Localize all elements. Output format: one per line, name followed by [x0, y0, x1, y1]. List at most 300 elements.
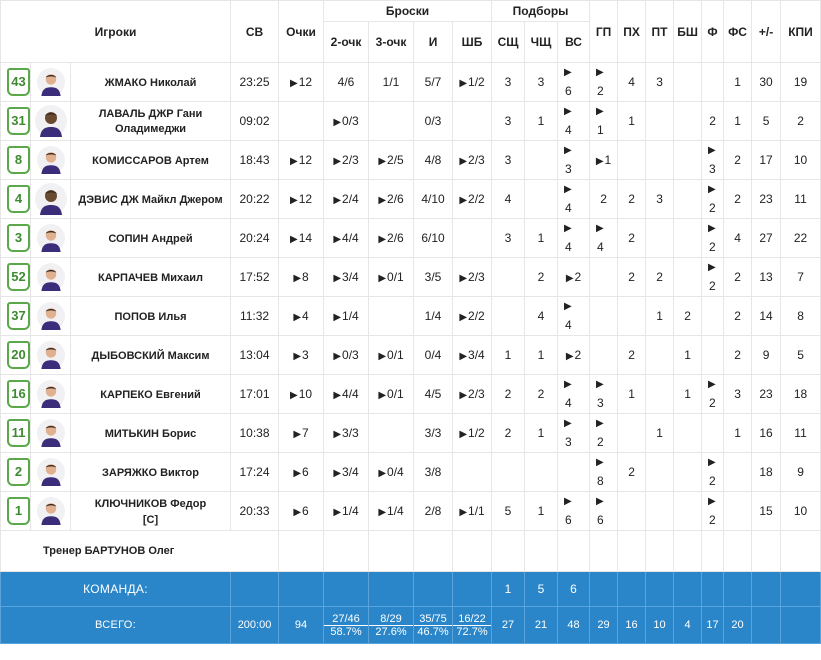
play-marker-icon[interactable]: ▶	[333, 507, 342, 518]
play-marker-icon[interactable]: ▶	[595, 156, 604, 167]
coach-name[interactable]: Тренер БАРТУНОВ Олег	[1, 531, 279, 572]
stat-two[interactable]: ▶3/3	[324, 414, 369, 453]
player-name[interactable]: ЗАРЯЖКО Виктор	[102, 466, 199, 479]
stat-pts[interactable]: ▶12	[279, 180, 324, 219]
stat-reb[interactable]: ▶ 3	[558, 414, 590, 453]
stat-stl	[646, 141, 674, 180]
player-photo	[37, 263, 65, 291]
stat-eff: 7	[781, 258, 821, 297]
stat-min: 18:43	[231, 141, 279, 180]
player-name[interactable]: КОМИССАРОВ Артем	[92, 154, 209, 167]
stat-three[interactable]: ▶0/4	[369, 453, 414, 492]
total-tov: 16	[618, 607, 646, 644]
stat-tov: 2	[618, 258, 646, 297]
stat-reb[interactable]: ▶ 4	[558, 219, 590, 258]
stat-three[interactable]: ▶2/6	[369, 180, 414, 219]
player-name-cell[interactable]	[71, 453, 231, 492]
stat-pf	[702, 297, 724, 336]
stat-ast[interactable]: ▶ 3	[590, 375, 618, 414]
photo-cell	[31, 102, 71, 141]
play-marker-icon[interactable]: ▶	[289, 156, 298, 167]
stat-fg: 3/5	[414, 258, 453, 297]
player-name-cell[interactable]	[71, 102, 231, 141]
stat-tov	[618, 297, 646, 336]
header-ft[interactable]: ШБ	[453, 22, 492, 63]
stat-two[interactable]: ▶3/4	[324, 258, 369, 297]
stat-ft[interactable]: ▶1/2	[453, 63, 492, 102]
play-marker-icon[interactable]: ▶	[708, 457, 716, 468]
play-marker-icon[interactable]: ▶	[459, 351, 468, 362]
stat-fd: 2	[724, 297, 752, 336]
stat-reb[interactable]: ▶ 4	[558, 180, 590, 219]
stat-pm: 14	[752, 297, 781, 336]
play-marker-icon[interactable]: ▶	[289, 390, 298, 401]
stat-pts[interactable]: ▶8	[279, 258, 324, 297]
play-marker-icon[interactable]: ▶	[293, 273, 302, 284]
photo-cell	[31, 180, 71, 219]
stat-two[interactable]: ▶2/4	[324, 180, 369, 219]
stat-fg: 3/8	[414, 453, 453, 492]
player-name[interactable]: МИТЬКИН Борис	[104, 427, 197, 440]
stat-blk	[674, 492, 702, 531]
play-marker-icon[interactable]: ▶	[333, 234, 342, 245]
stat-dreb: 1	[525, 414, 558, 453]
stat-pts[interactable]: ▶4	[279, 297, 324, 336]
stat-ft[interactable]: ▶2/3	[453, 258, 492, 297]
play-marker-icon[interactable]: ▶	[378, 234, 387, 245]
stat-ast[interactable]: ▶1	[590, 141, 618, 180]
stat-oreb: 4	[492, 180, 525, 219]
stat-ft[interactable]: ▶2/3	[453, 375, 492, 414]
player-photo	[37, 146, 65, 174]
play-marker-icon[interactable]: ▶	[459, 312, 468, 323]
stat-two[interactable]: ▶4/4	[324, 375, 369, 414]
stat-two[interactable]: ▶1/4	[324, 297, 369, 336]
stat-fd: 2	[724, 336, 752, 375]
play-marker-icon[interactable]: ▶	[289, 195, 298, 206]
stat-oreb: 3	[492, 141, 525, 180]
stat-three[interactable]: ▶2/6	[369, 219, 414, 258]
play-marker-icon[interactable]: ▶	[459, 390, 468, 401]
stat-ft[interactable]: ▶3/4	[453, 336, 492, 375]
total-eff	[781, 607, 821, 644]
play-marker-icon[interactable]: ▶	[708, 262, 716, 273]
stat-blk	[674, 102, 702, 141]
play-marker-icon[interactable]: ▶	[333, 390, 342, 401]
jersey-number: 31	[7, 107, 30, 135]
play-marker-icon[interactable]: ▶	[596, 106, 604, 117]
stat-reb[interactable]: ▶ 6	[558, 492, 590, 531]
stat-ft[interactable]: ▶2/2	[453, 180, 492, 219]
player-photo	[37, 341, 65, 369]
header-min[interactable]: СВ	[231, 1, 279, 63]
jersey-cell	[1, 102, 31, 141]
stat-pts[interactable]: ▶14	[279, 219, 324, 258]
header-oreb[interactable]: СЩ	[492, 22, 525, 63]
stat-fd: 1	[724, 63, 752, 102]
stat-min: 11:32	[231, 297, 279, 336]
header-shots-group: Броски	[324, 1, 492, 22]
play-marker-icon[interactable]: ▶	[564, 223, 572, 234]
stat-reb[interactable]: ▶ 4	[558, 375, 590, 414]
stat-pf: 2	[702, 102, 724, 141]
play-marker-icon[interactable]: ▶	[293, 351, 302, 362]
play-marker-icon[interactable]: ▶	[333, 351, 342, 362]
play-marker-icon[interactable]: ▶	[459, 156, 468, 167]
play-marker-icon[interactable]: ▶	[459, 429, 468, 440]
stat-two[interactable]: ▶4/4	[324, 219, 369, 258]
play-marker-icon[interactable]: ▶	[564, 184, 572, 195]
stat-stl	[646, 453, 674, 492]
photo-cell	[31, 336, 71, 375]
jersey-cell	[1, 375, 31, 414]
stat-pf[interactable]: ▶ 2	[702, 453, 724, 492]
stat-blk	[674, 63, 702, 102]
stat-pts[interactable]: ▶6	[279, 453, 324, 492]
player-row[interactable]	[1, 219, 821, 258]
stat-pf[interactable]: ▶ 2	[702, 375, 724, 414]
play-marker-icon[interactable]: ▶	[564, 379, 572, 390]
player-name-cell[interactable]	[71, 375, 231, 414]
stat-two: 4/6	[324, 63, 369, 102]
stat-three[interactable]: ▶0/1	[369, 336, 414, 375]
stat-reb[interactable]: ▶2	[558, 336, 590, 375]
stat-ast	[590, 297, 618, 336]
stat-three[interactable]: ▶0/1	[369, 375, 414, 414]
stat-pts[interactable]: ▶10	[279, 375, 324, 414]
jersey-number: 37	[7, 302, 30, 330]
photo-cell	[31, 492, 71, 531]
stat-ft	[453, 102, 492, 141]
play-marker-icon[interactable]: ▶	[708, 223, 716, 234]
player-row[interactable]	[1, 492, 821, 531]
play-marker-icon[interactable]: ▶	[333, 117, 342, 128]
player-name-cell[interactable]	[71, 297, 231, 336]
play-marker-icon[interactable]: ▶	[378, 507, 387, 518]
stat-dreb: 2	[525, 375, 558, 414]
stat-min: 09:02	[231, 102, 279, 141]
player-row[interactable]	[1, 180, 821, 219]
play-marker-icon[interactable]: ▶	[378, 156, 387, 167]
play-marker-icon[interactable]: ▶	[596, 496, 604, 507]
play-marker-icon[interactable]: ▶	[459, 273, 468, 284]
header-eff[interactable]: КПИ	[781, 1, 821, 63]
stat-reb[interactable]: ▶2	[558, 258, 590, 297]
header-pf[interactable]: Ф	[702, 1, 724, 63]
jersey-number: 43	[7, 68, 30, 96]
stat-three: 1/1	[369, 63, 414, 102]
player-row[interactable]	[1, 102, 821, 141]
stat-oreb	[492, 258, 525, 297]
header-pts[interactable]: Очки	[279, 1, 324, 63]
stat-pts[interactable]: ▶3	[279, 336, 324, 375]
play-marker-icon[interactable]: ▶	[596, 418, 604, 429]
stat-eff: 5	[781, 336, 821, 375]
stat-stl	[646, 102, 674, 141]
stat-ast: 2	[590, 180, 618, 219]
jersey-cell	[1, 180, 31, 219]
header-dreb[interactable]: ЧЩ	[525, 22, 558, 63]
stat-blk: 2	[674, 297, 702, 336]
play-marker-icon[interactable]: ▶	[333, 156, 342, 167]
play-marker-icon[interactable]: ▶	[378, 390, 387, 401]
player-photo	[35, 183, 67, 215]
play-marker-icon[interactable]: ▶	[708, 496, 716, 507]
stat-two[interactable]: ▶3/4	[324, 453, 369, 492]
play-marker-icon[interactable]: ▶	[565, 273, 574, 284]
player-name[interactable]: ДЭВИС ДЖ Майкл Джером	[78, 193, 223, 206]
player-name-cell[interactable]	[71, 492, 231, 531]
stat-blk	[674, 219, 702, 258]
play-marker-icon[interactable]: ▶	[564, 106, 572, 117]
player-name-cell[interactable]	[71, 180, 231, 219]
play-marker-icon[interactable]: ▶	[293, 312, 302, 323]
team-reb: 6	[558, 572, 590, 607]
stat-ft	[453, 219, 492, 258]
stat-ft[interactable]: ▶2/2	[453, 297, 492, 336]
play-marker-icon[interactable]: ▶	[564, 67, 572, 78]
photo-cell	[31, 375, 71, 414]
header-stl[interactable]: ПТ	[646, 1, 674, 63]
stat-ft[interactable]: ▶1/1	[453, 492, 492, 531]
stat-fg: 4/10	[414, 180, 453, 219]
stat-tov: 2	[618, 180, 646, 219]
jersey-number: 20	[7, 341, 30, 369]
stat-min: 17:52	[231, 258, 279, 297]
player-row[interactable]	[1, 297, 821, 336]
play-marker-icon[interactable]: ▶	[564, 496, 572, 507]
player-photo	[37, 419, 65, 447]
stat-pts[interactable]: ▶6	[279, 492, 324, 531]
player-name-cell[interactable]	[71, 219, 231, 258]
player-name[interactable]: КАРПАЧЕВ Михаил	[98, 271, 203, 284]
play-marker-icon[interactable]: ▶	[564, 145, 572, 156]
player-row[interactable]	[1, 375, 821, 414]
player-name-cell[interactable]	[71, 414, 231, 453]
player-name[interactable]: ПОПОВ Илья	[114, 310, 187, 323]
header-pm[interactable]: +/-	[752, 1, 781, 63]
total-three: 8/29 27.6%	[369, 607, 414, 644]
play-marker-icon[interactable]: ▶	[596, 223, 604, 234]
stat-oreb	[492, 297, 525, 336]
stat-reb[interactable]: ▶ 6	[558, 63, 590, 102]
stat-three[interactable]: ▶0/1	[369, 258, 414, 297]
stat-pf[interactable]: ▶ 3	[702, 141, 724, 180]
player-photo	[37, 497, 65, 525]
play-marker-icon[interactable]: ▶	[293, 468, 302, 479]
header-three[interactable]: 3-очк	[369, 22, 414, 63]
stat-pf[interactable]: ▶ 2	[702, 180, 724, 219]
total-pf: 17	[702, 607, 724, 644]
play-marker-icon[interactable]: ▶	[708, 145, 716, 156]
player-name[interactable]: КАРПЕКО Евгений	[100, 388, 201, 401]
header-tov[interactable]: ПХ	[618, 1, 646, 63]
play-marker-icon[interactable]: ▶	[459, 195, 468, 206]
stat-oreb: 3	[492, 102, 525, 141]
play-marker-icon[interactable]: ▶	[378, 195, 387, 206]
stat-ast[interactable]: ▶ 6	[590, 492, 618, 531]
play-marker-icon[interactable]: ▶	[708, 379, 716, 390]
captain-badge: [C]	[142, 514, 159, 526]
stat-three	[369, 102, 414, 141]
play-marker-icon[interactable]: ▶	[333, 312, 342, 323]
stat-ast[interactable]: ▶ 2	[590, 63, 618, 102]
play-marker-icon[interactable]: ▶	[596, 379, 604, 390]
jersey-number: 2	[7, 458, 30, 486]
player-name-cell[interactable]	[71, 258, 231, 297]
stat-pm: 27	[752, 219, 781, 258]
photo-cell	[31, 453, 71, 492]
stat-ft[interactable]: ▶2/3	[453, 141, 492, 180]
player-name-cell[interactable]	[71, 141, 231, 180]
header-reb[interactable]: ВС	[558, 22, 590, 63]
team-label: КОМАНДА:	[1, 572, 231, 607]
jersey-number: 3	[7, 224, 30, 252]
stat-tov: 1	[618, 375, 646, 414]
stat-three	[369, 297, 414, 336]
stat-blk	[674, 141, 702, 180]
stat-reb[interactable]: ▶ 3	[558, 141, 590, 180]
stat-fg: 6/10	[414, 219, 453, 258]
play-marker-icon[interactable]: ▶	[596, 67, 604, 78]
play-marker-icon[interactable]: ▶	[564, 418, 572, 429]
play-marker-icon[interactable]: ▶	[596, 457, 604, 468]
stat-blk	[674, 258, 702, 297]
player-row[interactable]	[1, 63, 821, 102]
stat-pts[interactable]: ▶12	[279, 63, 324, 102]
stat-ast[interactable]: ▶ 4	[590, 219, 618, 258]
player-photo	[37, 302, 65, 330]
stat-blk: 1	[674, 336, 702, 375]
stat-ast[interactable]: ▶ 1	[590, 102, 618, 141]
total-ft: 16/22 72.7%	[453, 607, 492, 644]
stat-three[interactable]: ▶1/4	[369, 492, 414, 531]
player-name[interactable]: КЛЮЧНИКОВ Федор	[94, 498, 207, 510]
player-name-cell[interactable]	[71, 336, 231, 375]
header-reb-group: Подборы	[492, 1, 590, 22]
stat-reb[interactable]: ▶ 4	[558, 297, 590, 336]
stat-fg: 0/4	[414, 336, 453, 375]
stat-ft[interactable]: ▶1/2	[453, 414, 492, 453]
stat-tov: 2	[618, 453, 646, 492]
play-marker-icon[interactable]: ▶	[289, 78, 298, 89]
play-marker-icon[interactable]: ▶	[333, 429, 342, 440]
player-row[interactable]	[1, 336, 821, 375]
play-marker-icon[interactable]: ▶	[378, 351, 387, 362]
header-fd[interactable]: ФС	[724, 1, 752, 63]
stat-pts[interactable]: ▶12	[279, 141, 324, 180]
stat-pts[interactable]: ▶7	[279, 414, 324, 453]
stat-pm: 16	[752, 414, 781, 453]
stat-ast[interactable]: ▶ 2	[590, 414, 618, 453]
stat-pm: 15	[752, 492, 781, 531]
stat-ast[interactable]: ▶ 8	[590, 453, 618, 492]
stat-reb[interactable]: ▶ 4	[558, 102, 590, 141]
header-fg[interactable]: И	[414, 22, 453, 63]
stat-blk	[674, 414, 702, 453]
stat-stl: 1	[646, 297, 674, 336]
stat-tov: 2	[618, 219, 646, 258]
player-name-cell[interactable]	[71, 63, 231, 102]
player-row[interactable]	[1, 414, 821, 453]
photo-cell	[31, 414, 71, 453]
stat-fg: 5/7	[414, 63, 453, 102]
stat-min: 23:25	[231, 63, 279, 102]
stat-pf[interactable]: ▶ 2	[702, 258, 724, 297]
play-marker-icon[interactable]: ▶	[708, 184, 716, 195]
play-marker-icon[interactable]: ▶	[333, 468, 342, 479]
stat-oreb: 5	[492, 492, 525, 531]
stat-eff: 2	[781, 102, 821, 141]
stat-oreb: 3	[492, 63, 525, 102]
player-name[interactable]: СОПИН Андрей	[108, 232, 193, 245]
play-marker-icon[interactable]: ▶	[293, 507, 302, 518]
player-name[interactable]: ЛАВАЛЬ ДЖР Гани Оладимеджи	[98, 108, 203, 135]
header-blk[interactable]: БШ	[674, 1, 702, 63]
play-marker-icon[interactable]: ▶	[378, 468, 387, 479]
stat-fd: 1	[724, 414, 752, 453]
player-name[interactable]: ЖМАКО Николай	[104, 76, 197, 89]
stat-stl: 1	[646, 414, 674, 453]
stat-pf	[702, 414, 724, 453]
play-marker-icon[interactable]: ▶	[565, 351, 574, 362]
stat-eff: 11	[781, 180, 821, 219]
play-marker-icon[interactable]: ▶	[333, 273, 342, 284]
player-row[interactable]	[1, 453, 821, 492]
total-oreb: 27	[492, 607, 525, 644]
play-marker-icon[interactable]: ▶	[459, 507, 468, 518]
play-marker-icon[interactable]: ▶	[459, 78, 468, 89]
jersey-number: 8	[7, 146, 30, 174]
stat-three	[369, 414, 414, 453]
stat-dreb	[525, 141, 558, 180]
stat-pf[interactable]: ▶ 2	[702, 492, 724, 531]
stat-oreb	[492, 453, 525, 492]
stat-reb	[558, 453, 590, 492]
play-marker-icon[interactable]: ▶	[293, 429, 302, 440]
stat-min: 17:01	[231, 375, 279, 414]
stat-pf[interactable]: ▶ 2	[702, 219, 724, 258]
player-row[interactable]	[1, 258, 821, 297]
stat-dreb: 2	[525, 258, 558, 297]
player-rows	[1, 63, 821, 531]
header-two[interactable]: 2-очк	[324, 22, 369, 63]
stat-ft	[453, 453, 492, 492]
stat-fd: 1	[724, 102, 752, 141]
stat-three[interactable]: ▶2/5	[369, 141, 414, 180]
header-players[interactable]: Игроки	[1, 1, 231, 63]
player-row[interactable]	[1, 141, 821, 180]
stat-oreb: 1	[492, 336, 525, 375]
stat-fd: 3	[724, 375, 752, 414]
player-name[interactable]: ДЫБОВСКИЙ Максим	[91, 349, 210, 362]
stat-dreb: 1	[525, 219, 558, 258]
stat-two[interactable]: ▶0/3	[324, 336, 369, 375]
play-marker-icon[interactable]: ▶	[378, 273, 387, 284]
stat-pm: 13	[752, 258, 781, 297]
stat-stl	[646, 375, 674, 414]
player-photo	[37, 224, 65, 252]
stat-two[interactable]: ▶2/3	[324, 141, 369, 180]
play-marker-icon[interactable]: ▶	[289, 234, 298, 245]
stat-stl	[646, 336, 674, 375]
play-marker-icon[interactable]: ▶	[564, 301, 572, 312]
stat-pm: 17	[752, 141, 781, 180]
stat-two[interactable]: ▶1/4	[324, 492, 369, 531]
stat-two[interactable]: ▶0/3	[324, 102, 369, 141]
play-marker-icon[interactable]: ▶	[333, 195, 342, 206]
header-ast[interactable]: ГП	[590, 1, 618, 63]
